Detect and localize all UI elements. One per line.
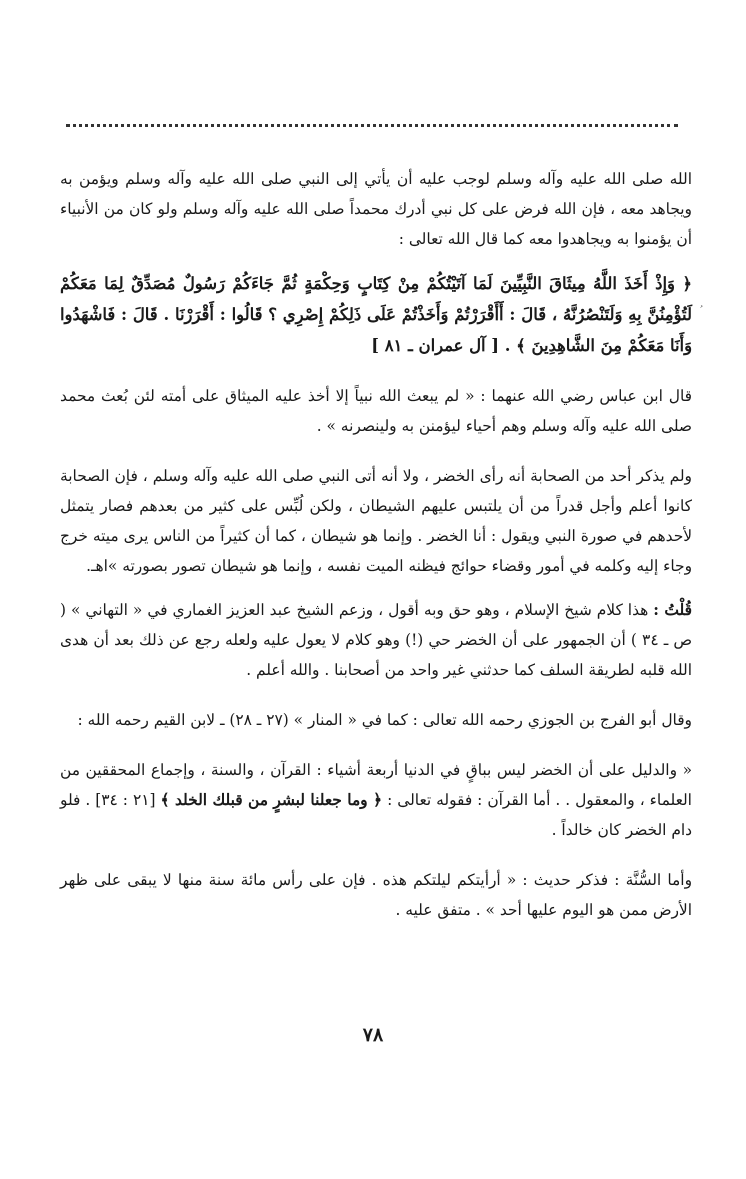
paragraph-evidence [60,755,692,845]
evidence-text: « والدليل على أن الخضر ليس بباقٍ في الدنيا أربعة أشياء : القرآن ، والسنة ، وإجماع المحققين من العلماء ، والمعقول . . أما القرآن : فقوله تعالى : [60,761,692,809]
quran-verse: ﴿ وَإِذْ أَخَذَ اللَّهُ مِيثَاقَ النَّبِيِّينَ لَمَا آتَيْتُكُمْ مِنْ كِتَابٍ وَحِكْمَةٍ ثُمَّ جَاءَكُمْ رَسُولٌ مُصَدِّقٌ لِمَا مَعَكُمْ لَتُؤْمِنُنَّ بِهِ وَلَتَنْصُرُنَّهُ ، قَالَ : أَأَقْرَرْتُمْ وَأَخَذْتُمْ عَلَى ذَلِكُمْ إِصْرِي ؟ قَالُوا : أَقْرَرْنَا . قَالَ : فَاشْهَدُوا وَأَنَا مَعَكُمْ مِنَ الشَّاهِدِينَ ﴾ . [ آل عمران ـ ٨١ ] [60,274,692,355]
paragraph-qultu [60,595,692,685]
evidence-ref: [٢١ : ٣٤] . فلو دام الخضر كان خالداً . [60,791,692,839]
qultu-text: هذا كلام شيخ الإسلام ، وهو حق وبه أقول ، وزعم الشيخ عبد العزيز الغماري في « التهاني » ( ص ـ ٣٤ ) أن الجمهور على أن الخضر حي (!) وهو كلام لا يعول عليه ولعله رجع عن ذلك بعد أن هدى الله قلبه لطريقة السلف كما حدثني غير واحد من أصحابنا . والله أعلم . [60,601,692,679]
page-number: ٧٨ [362,1024,384,1046]
evidence-verse: ﴿ وما جعلنا لبشرٍ من قبلك الخلد ﴾ [160,791,383,809]
paragraph-khidr: ولم يذكر أحد من الصحابة أنه رأى الخضر ، ولا أنه أتى النبي صلى الله عليه وآله وسلم ، فإن الصحابة كانوا أعلم وأجل قدراً من أن يلتبس عليهم الشيطان ، ولكن لُبِّس على كثير من بعدهم فصار يتمثل لأحدهم في صورة النبي ويقول : أنا الخضر . وإنما هو شيطان ، كما أن كثيراً من الناس يرى ميته خرج وجاء إليه وكلمه في أمور وقضاء حوائج فيظنه الميت نفسه ، وإنما هو شيطان تصور بصورته »اهـ. [60,467,692,575]
dotted-separator [66,124,678,127]
body-text [60,164,692,925]
margin-mark: ﹸ [700,306,703,316]
qultu-label: قُلْتُ : [653,601,692,619]
paragraph-ibn-jawzi: وقال أبو الفرج بن الجوزي رحمه الله تعالى : كما في « المنار » (٢٧ ـ ٢٨) ـ لابن القيم رحمه الله : [77,711,692,729]
paragraph-1: الله صلى الله عليه وآله وسلم لوجب عليه أن يأتي إلى النبي صلى الله عليه وآله وسلم ويؤمن به ويجاهد معه ، فإن الله فرض على كل نبي أدرك محمداً صلى الله عليه وآله وسلم ولو كان من الأنبياء أن يؤمنوا به ويجاهدوا معه كما قال الله تعالى : [60,170,692,248]
paragraph-sunnah: وأما السُّنَّة : فذكر حديث : « أرأيتكم ليلتكم هذه . فإن على رأس مائة سنة منها لا يبقى على ظهر الأرض ممن هو اليوم عليها أحد » . متفق عليه . [60,871,692,919]
paragraph-ibn-abbas: قال ابن عباس رضي الله عنهما : « لم يبعث الله نبياً إلا أخذ عليه الميثاق على أمته لئن بُعث محمد صلى الله عليه وآله وسلم وهم أحياء ليؤمنن به ولينصرنه » . [60,387,692,435]
